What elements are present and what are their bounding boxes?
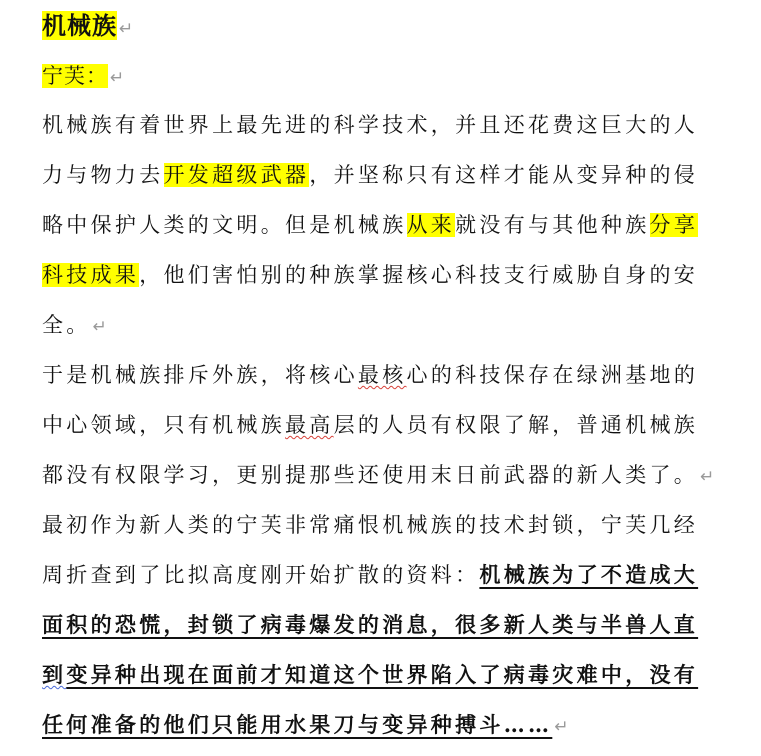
bold-underlined-text[interactable]: 任何准备的他们只能用水果刀与变异种搏斗……	[42, 712, 553, 737]
p3-text[interactable]: 周折查到了比拟高度刚开始扩散的资料：	[42, 563, 480, 587]
p1-text[interactable]: 就没有与其他种族	[455, 213, 650, 237]
p2-text[interactable]: 心的科技保存在绿洲基地的	[406, 363, 699, 387]
p1-text[interactable]: 略中保护人类的文明。但是机械族	[42, 213, 407, 237]
p1-line-3	[42, 206, 702, 256]
p1-text[interactable]: 力与物力去	[42, 163, 164, 187]
bold-underlined-text[interactable]: 变异种出现在面前才知道这个世界陷入了病毒灾难中，没有	[66, 662, 699, 687]
p3-line-3	[42, 606, 702, 656]
p1-line-1	[42, 106, 702, 156]
p2-text[interactable]: 层的人员有权限了解，普通机械族	[333, 413, 699, 437]
highlight-text[interactable]: 从来	[406, 213, 456, 237]
p3-line-1	[42, 506, 702, 556]
p2-text[interactable]: 中心领域，只有机械族	[42, 413, 285, 437]
subtitle-line	[42, 56, 702, 106]
p1-line-5	[42, 306, 702, 356]
bold-underlined-text[interactable]: 面积的恐慌，封锁了病毒爆发的消息，很多新人类与半兽人直	[42, 612, 699, 637]
p1-line-2	[42, 156, 702, 206]
document-title[interactable]: 机械族	[42, 11, 117, 40]
paragraph-mark-icon: ↵	[119, 19, 134, 39]
p3-line-4	[42, 656, 702, 706]
grammar-flag[interactable]: 到	[42, 662, 67, 687]
p3-line-2	[42, 556, 702, 606]
p2-line-2	[42, 406, 702, 456]
paragraph-mark-icon: ↵	[110, 68, 125, 88]
p3-text[interactable]: 最初作为新人类的宁芙非常痛恨机械族的技术封锁，宁芙几经	[42, 513, 699, 537]
p3-line-5	[42, 706, 702, 756]
highlight-text[interactable]: 科技成果	[42, 263, 140, 287]
p1-text[interactable]: 全。	[42, 313, 91, 337]
spellcheck-flag[interactable]: 最核	[357, 363, 407, 387]
p1-text[interactable]: ，并坚称只有这样才能从变异种的侵	[309, 163, 699, 187]
document-subtitle[interactable]: 宁芙：	[42, 64, 108, 88]
p1-text[interactable]: 机械族有着世界上最先进的科学技术，并且还花费这巨大的人	[42, 113, 699, 137]
paragraph-mark-icon: ↵	[700, 467, 715, 487]
p2-line-1	[42, 356, 702, 406]
spellcheck-flag[interactable]: 最高	[285, 413, 334, 437]
p1-line-4	[42, 256, 702, 306]
p2-line-3	[42, 456, 715, 506]
p2-text[interactable]: 于是机械族排斥外族，将核心	[42, 363, 358, 387]
highlight-text[interactable]: 开发超级武器	[163, 163, 310, 187]
document-page	[42, 6, 715, 756]
bold-underlined-text[interactable]: 机械族为了不造成大	[479, 562, 699, 587]
paragraph-mark-icon: ↵	[92, 317, 107, 337]
highlight-text[interactable]: 分享	[649, 213, 699, 237]
p1-text[interactable]: ，他们害怕别的种族掌握核心科技支行威胁自身的安	[139, 263, 699, 287]
title-line	[42, 6, 702, 56]
paragraph-mark-icon: ↵	[554, 717, 569, 737]
p2-text[interactable]: 都没有权限学习，更别提那些还使用末日前武器的新人类了。	[42, 463, 699, 487]
